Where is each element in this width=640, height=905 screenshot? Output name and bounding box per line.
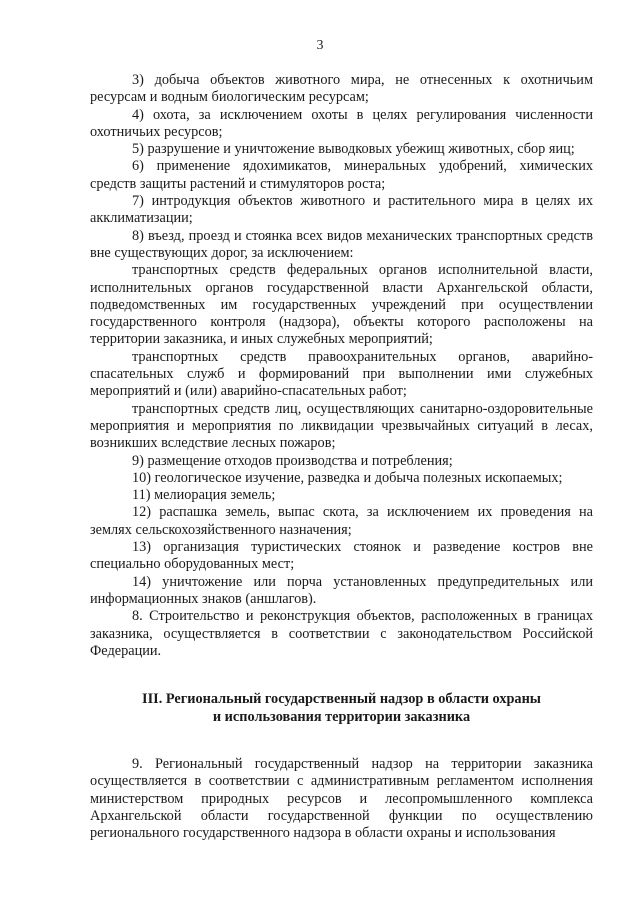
prohibitions-list [90, 72, 593, 660]
section-body [90, 756, 593, 842]
list-item: 9) размещение отходов производства и потребления; [132, 452, 453, 469]
list-item: 4) охота, за исключением охоты в целях регулирования численности охотничьих ресурсов; [90, 106, 593, 140]
section-heading [90, 691, 593, 726]
list-item: 14) уничтожение или порча установленных предупредительных или информационных знаков (аншлагов). [90, 573, 593, 607]
list-item: 8) въезд, проезд и стоянка всех видов механических транспортных средств вне существующих дорог, за исключением: [90, 227, 593, 261]
list-item: 6) применение ядохимикатов, минеральных удобрений, химических средств защиты растений и стимуляторов роста; [90, 158, 593, 192]
list-subitem: транспортных средств правоохранительных органов, аварийно-спасательных служб и формирований при выполнении ими служебных мероприятий и (или) аварийно-спасательных работ; [90, 348, 593, 400]
list-item: 3) добыча объектов животного мира, не отнесенных к охотничьим ресурсам и водным биологическим ресурсам; [90, 72, 593, 106]
section-heading-line1: III. Региональный государственный надзор в области охраны [142, 691, 541, 708]
list-subitem: транспортных средств лиц, осуществляющих санитарно-оздоровительные мероприятия и мероприятия по ликвидации чрезвычайных ситуаций в лесах, возникших вследствие лесных пожаров; [90, 400, 593, 452]
list-subitem: транспортных средств федеральных органов исполнительной власти, исполнительных органов государственной власти Архангельской области, подведомственных им государственных учреждений при осуществлении государственного контроля (надзора), объекты которого расположены на территории заказника, и иных служебных мероприятий; [90, 262, 593, 348]
list-item: 12) распашка земель, выпас скота, за исключением их проведения на землях сельскохозяйственного назначения; [90, 504, 593, 538]
section-heading-line2: и использования территории заказника [212, 708, 471, 725]
list-item: 5) разрушение и уничтожение выводковых убежищ животных, сбор яиц; [132, 141, 575, 158]
list-item: 11) мелиорация земель; [132, 487, 276, 504]
list-item: 10) геологическое изучение, разведка и добыча полезных ископаемых; [132, 469, 563, 486]
page-number: 3 [316, 38, 324, 53]
clause-paragraph: 9. Региональный государственный надзор на территории заказника осуществляется в соответствии с административным регламентом исполнения министерством природных ресурсов и лесопромышленного комплекса Архангельской области государственной функции по осуществлению регионального государственного надзора в области охраны и использования [90, 756, 593, 842]
document-body [90, 72, 593, 843]
clause-paragraph: 8. Строительство и реконструкция объектов, расположенных в границах заказника, осуществляется в соответствии с законодательством Российской Федерации. [90, 608, 593, 659]
list-item: 7) интродукция объектов животного и растительного мира в целях их акклиматизации; [90, 193, 593, 227]
list-item: 13) организация туристических стоянок и разведение костров вне специально оборудованных мест; [90, 539, 593, 573]
